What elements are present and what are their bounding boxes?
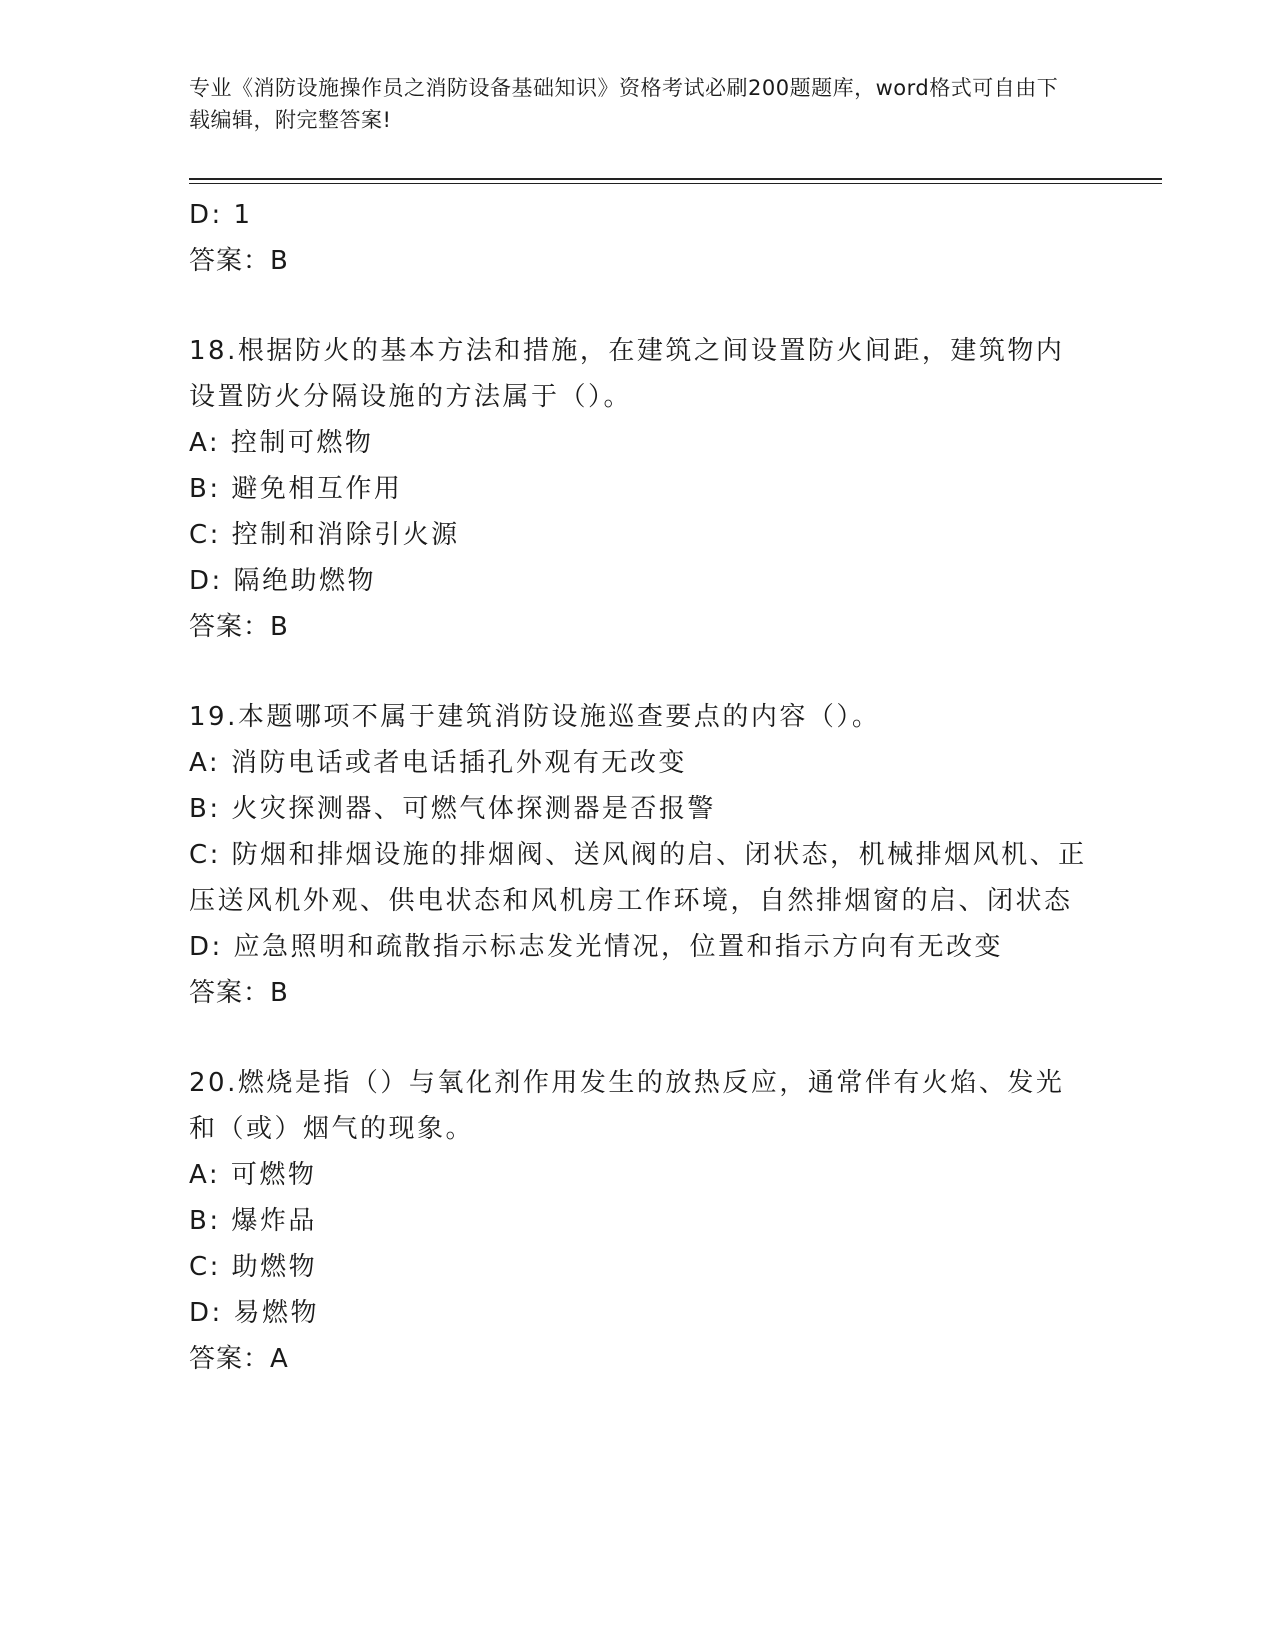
question-20-option-a: A: 可燃物 (189, 1160, 317, 1190)
question-18-stem: 18.根据防火的基本方法和措施，在建筑之间设置防火间距，建筑物内设置防火分隔设施的方法属于（）。 (189, 336, 1065, 412)
question-20-option-d: D: 易燃物 (189, 1298, 320, 1328)
question-19-option-c: C: 防烟和排烟设施的排烟阀、送风阀的启、闭状态，机械排烟风机、正压送风机外观、供电状态和风机房工作环境，自然排烟窗的启、闭状态 (189, 840, 1087, 916)
question-content (189, 192, 1089, 1382)
question-19-answer: 答案：B (189, 978, 289, 1008)
question-20-answer: 答案：A (189, 1344, 289, 1374)
question-20-stem: 20.燃烧是指（）与氧化剂作用发生的放热反应，通常伴有火焰、发光和（或）烟气的现象。 (189, 1068, 1065, 1144)
question-20-option-c: C: 助燃物 (189, 1252, 318, 1282)
question-18 (189, 328, 1089, 650)
spacer (189, 650, 1089, 694)
question-18-option-d: D: 隔绝助燃物 (189, 566, 377, 596)
question-18-option-a: A: 控制可燃物 (189, 428, 374, 458)
spacer (189, 284, 1089, 328)
question-18-option-c: C: 控制和消除引火源 (189, 520, 460, 550)
spacer (189, 1016, 1089, 1060)
question-19-option-d: D: 应急照明和疏散指示标志发光情况，位置和指示方向有无改变 (189, 932, 1004, 962)
prev-answer: 答案：B (189, 246, 289, 276)
question-18-answer: 答案：B (189, 612, 289, 642)
document-header: 专业《消防设施操作员之消防设备基础知识》资格考试必刷200题题库，word格式可自由下载编辑，附完整答案! (189, 76, 1059, 132)
question-20 (189, 1060, 1089, 1382)
header-rule-thin (189, 183, 1162, 184)
question-20-option-b: B: 爆炸品 (189, 1206, 317, 1236)
header-rule-thick (189, 178, 1162, 180)
question-18-option-b: B: 避免相互作用 (189, 474, 403, 504)
prev-option-d: D: 1 (189, 200, 253, 230)
question-19-option-a: A: 消防电话或者电话插孔外观有无改变 (189, 748, 687, 778)
question-19 (189, 694, 1089, 1016)
question-19-option-b: B: 火灾探测器、可燃气体探测器是否报警 (189, 794, 716, 824)
question-19-stem: 19.本题哪项不属于建筑消防设施巡查要点的内容（）。 (189, 702, 881, 732)
